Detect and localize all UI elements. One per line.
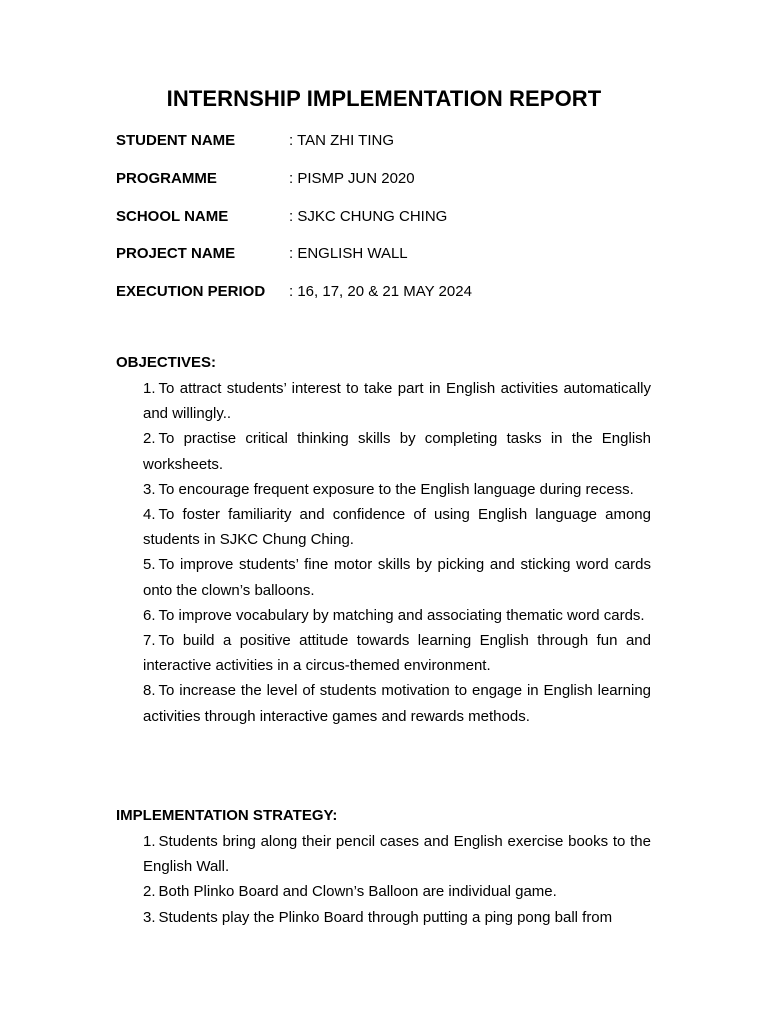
objectives-list	[143, 376, 651, 729]
strategy-heading: IMPLEMENTATION STRATEGY:	[116, 807, 338, 824]
programme-value: : PISMP JUN 2020	[289, 170, 415, 187]
objective-text: To increase the level of students motivation to engage in English learning activities through interactive games and rewards methods.	[143, 682, 651, 725]
strategy-list	[143, 829, 651, 930]
objective-text: To encourage frequent exposure to the English language during recess.	[158, 480, 634, 498]
objective-item	[143, 426, 651, 476]
execution-period-label: EXECUTION PERIOD	[116, 283, 266, 300]
project-name-label: PROJECT NAME	[116, 245, 236, 262]
objective-text: To improve vocabulary by matching and associating thematic word cards.	[158, 606, 645, 624]
objective-number: 3.	[143, 480, 156, 498]
objectives-heading: OBJECTIVES:	[116, 354, 217, 371]
strategy-text: Students play the Plinko Board through putting a ping pong ball from	[158, 908, 613, 926]
objective-item	[143, 477, 651, 502]
strategy-item	[143, 905, 651, 930]
strategy-number: 3.	[143, 908, 156, 926]
objective-text: To build a positive attitude towards learning English through fun and interactive activities in a circus-themed environment.	[143, 632, 651, 675]
objective-item	[143, 603, 651, 628]
objective-text: To foster familiarity and confidence of using English language among students in SJKC Chung Ching.	[143, 506, 651, 549]
objective-text: To attract students’ interest to take part in English activities automatically and willingly..	[143, 380, 651, 423]
strategy-number: 2.	[143, 883, 156, 901]
objective-number: 5.	[143, 556, 156, 574]
report-title: INTERNSHIP IMPLEMENTATION REPORT	[166, 86, 602, 111]
school-name-value: : SJKC CHUNG CHING	[289, 208, 448, 225]
objective-text: To improve students’ fine motor skills by picking and sticking word cards onto the clown’s balloons.	[143, 556, 651, 599]
objective-number: 6.	[143, 606, 156, 624]
objective-item	[143, 502, 651, 552]
student-name-value: : TAN ZHI TING	[289, 132, 395, 149]
objective-number: 2.	[143, 430, 156, 448]
programme-label: PROGRAMME	[116, 170, 217, 187]
objective-number: 7.	[143, 632, 156, 650]
strategy-text: Both Plinko Board and Clown’s Balloon are individual game.	[158, 883, 557, 901]
objective-item	[143, 628, 651, 678]
objective-item	[143, 678, 651, 728]
objective-number: 4.	[143, 506, 156, 524]
objective-number: 8.	[143, 682, 156, 700]
execution-period-value: : 16, 17, 20 & 21 MAY 2024	[289, 283, 472, 300]
strategy-item	[143, 879, 651, 904]
objective-item	[143, 552, 651, 602]
strategy-item	[143, 829, 651, 879]
objective-text: To practise critical thinking skills by completing tasks in the English worksheets.	[143, 430, 651, 473]
project-name-value: : ENGLISH WALL	[289, 245, 408, 262]
objective-number: 1.	[143, 380, 156, 397]
school-name-label: SCHOOL NAME	[116, 208, 229, 225]
strategy-number: 1.	[143, 833, 156, 850]
objective-item	[143, 376, 651, 426]
strategy-text: Students bring along their pencil cases and English exercise books to the English Wall.	[143, 833, 651, 876]
student-name-label: STUDENT NAME	[116, 132, 236, 149]
